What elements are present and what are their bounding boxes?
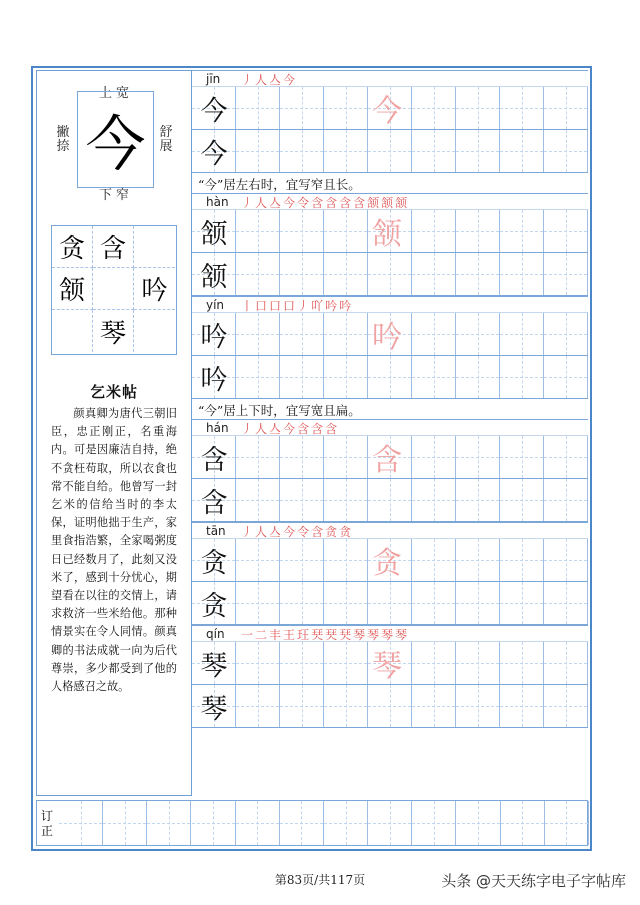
- stroke-sequence: [241, 420, 339, 437]
- practice-cell[interactable]: [324, 436, 368, 478]
- practice-grid-row: [192, 87, 588, 130]
- practice-cell[interactable]: [368, 582, 412, 624]
- stroke-step: 琴: [395, 628, 410, 642]
- practice-cell[interactable]: [456, 253, 500, 295]
- stroke-step: 口: [255, 299, 270, 313]
- practice-cell[interactable]: [368, 356, 412, 398]
- practice-cell[interactable]: [412, 582, 456, 624]
- stroke-step: 人: [255, 196, 270, 210]
- pinyin: qín: [206, 627, 225, 641]
- practice-cell[interactable]: [544, 356, 588, 398]
- correction-cell[interactable]: [280, 801, 324, 845]
- practice-cell[interactable]: [500, 642, 544, 684]
- practice-cell[interactable]: [412, 539, 456, 581]
- practice-cell[interactable]: [544, 539, 588, 581]
- practice-cell[interactable]: [280, 210, 324, 252]
- stroke-step: 含: [325, 196, 340, 210]
- practice-cell[interactable]: [324, 479, 368, 521]
- stroke-step: 人: [255, 525, 270, 539]
- stroke-step: 人: [255, 73, 270, 87]
- mini-grid: [51, 225, 177, 355]
- practice-cell[interactable]: [324, 539, 368, 581]
- watermark: 头条 @天天练字电子字帖库: [441, 872, 626, 890]
- stroke-step: 丿: [241, 422, 256, 436]
- stroke-step: 令: [297, 196, 312, 210]
- practice-cell[interactable]: [280, 356, 324, 398]
- label-right: 舒展: [159, 125, 173, 154]
- mini-cell: [134, 226, 175, 268]
- practice-grid-row: [192, 479, 588, 522]
- stroke-step: 珡: [339, 628, 354, 642]
- mini-cell: [52, 310, 93, 352]
- stroke-sequence: [241, 523, 353, 540]
- practice-cell[interactable]: [456, 479, 500, 521]
- practice-cell[interactable]: [280, 582, 324, 624]
- practice-cell[interactable]: [456, 642, 500, 684]
- stroke-step: 颔: [395, 196, 410, 210]
- mini-cell: [93, 268, 134, 310]
- stroke-step: 含: [311, 525, 326, 539]
- practice-cell[interactable]: [412, 685, 456, 727]
- practice-cell[interactable]: [236, 582, 280, 624]
- practice-cell[interactable]: [280, 479, 324, 521]
- label-bottom: 下窄: [99, 188, 134, 203]
- practice-cell[interactable]: [236, 313, 280, 355]
- practice-cell[interactable]: [500, 436, 544, 478]
- model-char: 吟: [200, 321, 228, 353]
- stroke-order-row: [192, 522, 588, 539]
- stroke-order-row: [192, 625, 588, 642]
- correction-label: 订正: [41, 809, 54, 838]
- pinyin: hàn: [206, 195, 229, 209]
- practice-cell[interactable]: [280, 642, 324, 684]
- practice-cell[interactable]: [456, 582, 500, 624]
- practice-grid-row: [192, 253, 588, 296]
- stroke-step: 口丿: [283, 299, 312, 313]
- stroke-step: 含: [311, 196, 326, 210]
- stroke-step: 亼: [269, 525, 284, 539]
- practice-cell[interactable]: [412, 356, 456, 398]
- trace-char: 颔: [372, 217, 402, 252]
- stroke-step: 亼: [269, 73, 284, 87]
- correction-cell[interactable]: [103, 801, 147, 845]
- mini-cell: 贪: [52, 226, 93, 268]
- practice-cell[interactable]: [324, 210, 368, 252]
- practice-cell[interactable]: [368, 479, 412, 521]
- mini-cell: 含: [93, 226, 134, 268]
- main-char: 今: [85, 109, 146, 180]
- stroke-step: 吟: [339, 299, 354, 313]
- practice-cell[interactable]: [280, 685, 324, 727]
- practice-cell[interactable]: [456, 313, 500, 355]
- stroke-order-row: [192, 193, 588, 210]
- mini-cell: 琴: [93, 310, 134, 352]
- practice-cell[interactable]: [280, 539, 324, 581]
- practice-cell[interactable]: [412, 253, 456, 295]
- correction-cell[interactable]: [501, 801, 545, 845]
- practice-cell[interactable]: [500, 87, 544, 129]
- model-char: 今: [200, 95, 228, 127]
- stroke-step: 丿: [241, 196, 256, 210]
- model-char: 贪: [200, 590, 228, 622]
- model-char: 吟: [200, 364, 228, 396]
- practice-grid-row: [192, 582, 588, 625]
- practice-cell[interactable]: [500, 479, 544, 521]
- model-char: 今: [200, 138, 228, 170]
- stroke-step: 琴: [367, 628, 382, 642]
- practice-cell[interactable]: [544, 479, 588, 521]
- practice-grid-row: [192, 356, 588, 399]
- stroke-step: 一: [241, 628, 256, 642]
- stroke-step: 贪: [339, 525, 354, 539]
- writing-tip: “今”居左右时，宜写窄且长。: [198, 177, 361, 192]
- stroke-step: 珡: [311, 628, 326, 642]
- label-left: 撇捺: [56, 125, 70, 154]
- stroke-step: 二: [255, 628, 270, 642]
- label-top: 上宽: [99, 86, 134, 101]
- structure-diagram: [37, 71, 191, 221]
- stroke-step: 吖: [311, 299, 326, 313]
- model-char: 含: [200, 444, 228, 476]
- mini-cell: [134, 310, 175, 352]
- model-char: 颔: [200, 218, 228, 250]
- stroke-step: 含: [325, 422, 340, 436]
- practice-cell[interactable]: [368, 130, 412, 172]
- practice-cell[interactable]: [500, 130, 544, 172]
- trace-char: 吟: [372, 320, 402, 355]
- practice-cell[interactable]: [412, 642, 456, 684]
- practice-cell[interactable]: [544, 210, 588, 252]
- practice-cell[interactable]: [236, 436, 280, 478]
- practice-cell[interactable]: [368, 253, 412, 295]
- stroke-step: 吟: [325, 299, 340, 313]
- practice-grid-row: [192, 210, 588, 253]
- stroke-step: 口: [269, 299, 284, 313]
- correction-cell[interactable]: [324, 801, 368, 845]
- practice-grid-row: [192, 436, 588, 479]
- stroke-step: 含: [297, 422, 312, 436]
- practice-cell[interactable]: [236, 253, 280, 295]
- practice-cell[interactable]: [412, 87, 456, 129]
- model-char: 含: [200, 487, 228, 519]
- practice-cell[interactable]: [456, 356, 500, 398]
- stroke-order-row: [192, 296, 588, 313]
- stroke-step: 今: [283, 422, 298, 436]
- main-char-box: [77, 91, 154, 188]
- practice-cell[interactable]: [500, 356, 544, 398]
- practice-cell[interactable]: [500, 253, 544, 295]
- practice-cell[interactable]: [324, 87, 368, 129]
- practice-cell[interactable]: [500, 685, 544, 727]
- practice-cell[interactable]: [412, 130, 456, 172]
- model-char: 琴: [200, 650, 228, 682]
- correction-cell[interactable]: [545, 801, 589, 845]
- practice-cell[interactable]: [324, 253, 368, 295]
- practice-cell[interactable]: [544, 313, 588, 355]
- article-body: 颜真卿为唐代三朝旧臣，忠正刚正，名重海内。可是因廉洁自持，绝不贪枉苟取，所以衣食也常不能自给。他曾写一封乞米的信给当时的李太保，证明他拙于生产，家里食指浩繁，全家喝粥度日已经数月了，此刻又没米了，感到十分忧心，期望看在以往的交情上，请求救济一些米给他。那种情景实在令人同情。颜真卿的书法成就一向为后代尊崇，多少都受到了他的人格感召之故。: [51, 407, 177, 694]
- practice-cell[interactable]: [544, 436, 588, 478]
- practice-cell[interactable]: [236, 539, 280, 581]
- stroke-step: 丿: [241, 525, 256, 539]
- practice-cell[interactable]: [412, 210, 456, 252]
- pinyin: jīn: [206, 72, 221, 86]
- practice-cell[interactable]: [324, 685, 368, 727]
- stroke-step: 丨: [241, 299, 256, 313]
- stroke-step: 亼: [269, 196, 284, 210]
- stroke-step: 今: [283, 196, 298, 210]
- practice-cell[interactable]: [544, 130, 588, 172]
- practice-cell[interactable]: [544, 87, 588, 129]
- page-number: 第83页/共117页: [274, 873, 366, 887]
- practice-cell[interactable]: [236, 685, 280, 727]
- practice-cell[interactable]: [324, 642, 368, 684]
- mini-cell: 颔: [52, 268, 93, 310]
- correction-cell[interactable]: [412, 801, 456, 845]
- practice-cell[interactable]: [544, 253, 588, 295]
- practice-cell[interactable]: [500, 313, 544, 355]
- practice-cell[interactable]: [368, 685, 412, 727]
- pinyin: tān: [206, 524, 226, 538]
- stroke-step: 人: [255, 422, 270, 436]
- correction-cell[interactable]: [236, 801, 280, 845]
- practice-cell[interactable]: [544, 582, 588, 624]
- model-char: 琴: [200, 693, 228, 725]
- pinyin: yín: [206, 298, 225, 312]
- practice-cell[interactable]: [236, 479, 280, 521]
- practice-cell[interactable]: [412, 479, 456, 521]
- stroke-step: 丰: [269, 628, 284, 642]
- stroke-sequence: [241, 297, 353, 314]
- correction-cell[interactable]: [368, 801, 412, 845]
- practice-cell[interactable]: [236, 87, 280, 129]
- stroke-step: 令: [297, 525, 312, 539]
- practice-grid-row: [192, 539, 588, 582]
- practice-cell[interactable]: [280, 436, 324, 478]
- stroke-step: 玨: [297, 628, 312, 642]
- practice-cell[interactable]: [456, 539, 500, 581]
- practice-cell[interactable]: [500, 582, 544, 624]
- practice-grid-row: [192, 130, 588, 173]
- practice-cell[interactable]: [456, 685, 500, 727]
- practice-cell[interactable]: [412, 436, 456, 478]
- practice-cell[interactable]: [500, 210, 544, 252]
- trace-char: 今: [372, 94, 402, 129]
- stroke-step: 亼: [269, 422, 284, 436]
- correction-row: [36, 800, 588, 846]
- stroke-step: 含: [311, 422, 326, 436]
- practice-cell[interactable]: [456, 210, 500, 252]
- practice-grid-row: [192, 642, 588, 685]
- practice-cell[interactable]: [544, 685, 588, 727]
- trace-char: 含: [372, 443, 402, 478]
- stroke-step: 今: [283, 525, 298, 539]
- stroke-order-row: [192, 419, 588, 436]
- stroke-step: 丿: [241, 73, 256, 87]
- trace-char: 琴: [372, 649, 402, 684]
- stroke-step: 琴: [353, 628, 368, 642]
- model-char: 颔: [200, 261, 228, 293]
- practice-cell[interactable]: [500, 539, 544, 581]
- writing-tip: “今”居上下时，宜写宽且扁。: [198, 403, 361, 418]
- article-title: 乞米帖: [89, 383, 138, 401]
- practice-cell[interactable]: [456, 130, 500, 172]
- correction-cell[interactable]: [147, 801, 191, 845]
- practice-grid-row: [192, 313, 588, 356]
- stroke-step: 含: [353, 196, 368, 210]
- practice-cell[interactable]: [324, 130, 368, 172]
- stroke-step: 颔: [367, 196, 382, 210]
- pinyin: hán: [206, 421, 229, 435]
- practice-cell[interactable]: [324, 582, 368, 624]
- practice-cell[interactable]: [456, 87, 500, 129]
- practice-cell[interactable]: [236, 356, 280, 398]
- stroke-order-row: [192, 70, 588, 87]
- stroke-step: 颔: [381, 196, 396, 210]
- stroke-step: 贪: [325, 525, 340, 539]
- practice-cell[interactable]: [456, 436, 500, 478]
- stroke-step: 王: [283, 628, 298, 642]
- practice-cell[interactable]: [280, 313, 324, 355]
- practice-cell[interactable]: [544, 642, 588, 684]
- practice-grid-row: [192, 685, 588, 728]
- correction-cell[interactable]: [457, 801, 501, 845]
- trace-char: 贪: [372, 546, 402, 581]
- practice-cell[interactable]: [280, 130, 324, 172]
- stroke-step: 含: [339, 196, 354, 210]
- practice-cell[interactable]: [236, 210, 280, 252]
- left-panel: [36, 70, 192, 796]
- practice-cell[interactable]: [236, 130, 280, 172]
- practice-cell[interactable]: [280, 87, 324, 129]
- correction-cell[interactable]: [59, 801, 103, 845]
- stroke-step: 今: [283, 73, 298, 87]
- practice-cell[interactable]: [236, 642, 280, 684]
- stroke-sequence: [241, 71, 297, 88]
- stroke-step: 琴: [381, 628, 396, 642]
- practice-cell[interactable]: [280, 253, 324, 295]
- correction-cell[interactable]: [192, 801, 236, 845]
- practice-cell[interactable]: [324, 356, 368, 398]
- stroke-step: 珡: [325, 628, 340, 642]
- model-char: 贪: [200, 547, 228, 579]
- practice-cell[interactable]: [324, 313, 368, 355]
- practice-cell[interactable]: [412, 313, 456, 355]
- mini-cell: 吟: [134, 268, 175, 310]
